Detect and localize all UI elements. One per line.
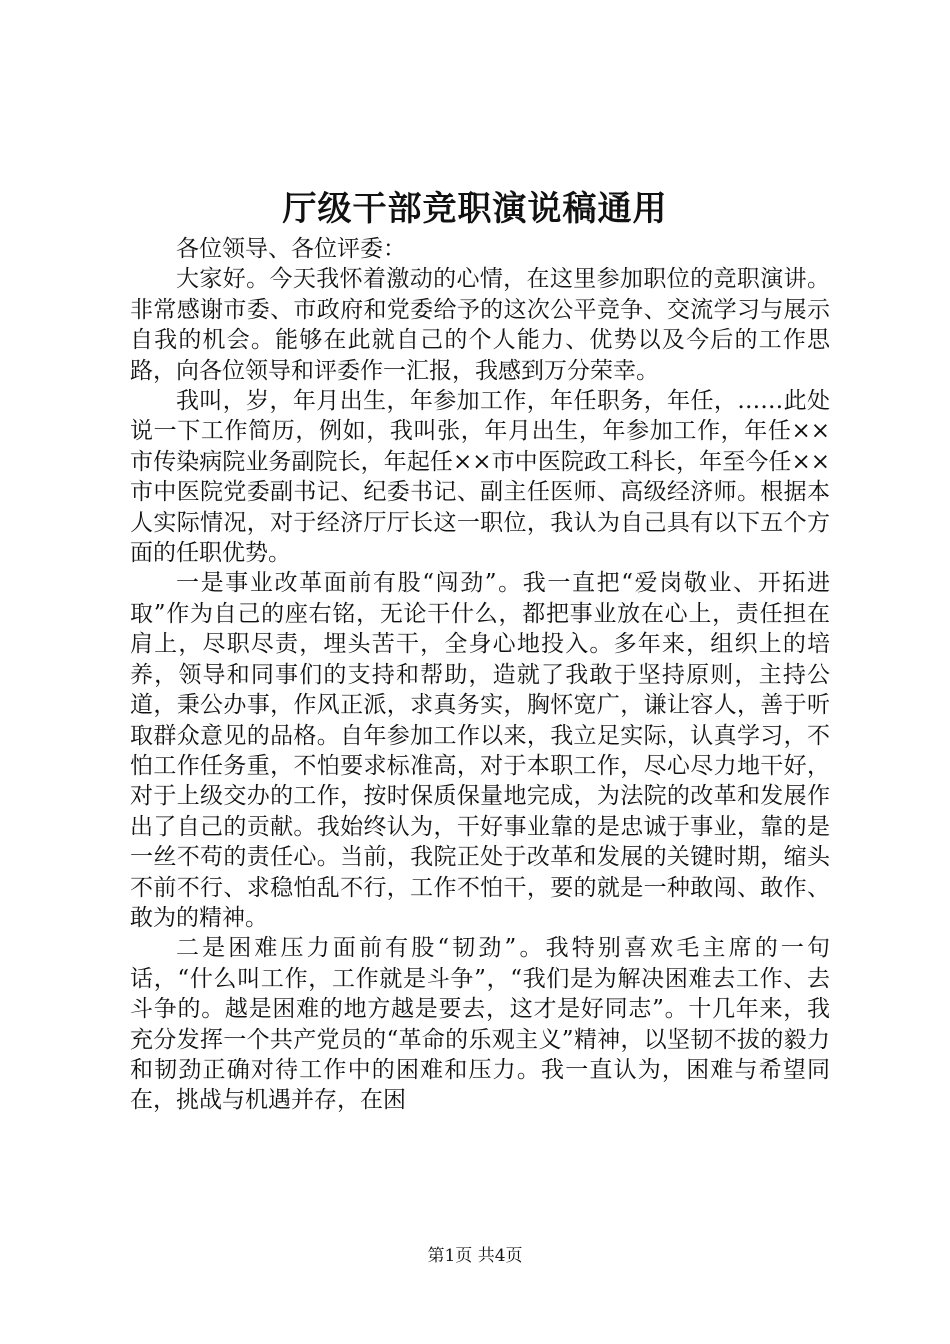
- paragraph-greeting: 各位领导、各位评委：: [176, 236, 406, 262]
- document-body: [130, 234, 830, 1116]
- paragraph-point-two: 二是困难压力面前有股“韧劲”。我特别喜欢毛主席的一句话，“什么叫工作，工作就是斗争”，“我们是为解决困难去工作、去斗争的。越是困难的地方越是要去，这才是好同志”。十几年来，我充分发挥一个共产党员的“革命的乐观主义”精神，以坚韧不拔的毅力和韧劲正确对待工作中的困难和压力。我一直认为，困难与希望同在，挑战与机遇并存，在困: [130, 935, 830, 1114]
- paragraph-resume: 我叫，岁，年月出生，年参加工作，年任职务，年任，……此处说一下工作简历，例如，我叫张，年月出生，年参加工作，年任××市传染病院业务副院长，年起任××市中医院政工科长，年至今任××市中医院党委副书记、纪委书记、副主任医师、高级经济师。根据本人实际情况，对于经济厅厅长这一职位，我认为自己具有以下五个方面的任职优势。: [130, 388, 830, 567]
- page-number-footer: 第1页 共4页: [427, 1246, 523, 1266]
- paragraph-point-one: 一是事业改革面前有股“闯劲”。我一直把“爱岗敬业、开拓进取”作为自己的座右铭，无论干什么，都把事业放在心上，责任担在肩上，尽职尽责，埋头苦干，全身心地投入。多年来，组织上的培养，领导和同事们的支持和帮助，造就了我敢于坚持原则，主持公道，秉公办事，作风正派，求真务实，胸怀宽广，谦让容人，善于听取群众意见的品格。自年参加工作以来，我立足实际，认真学习，不怕工作任务重，不怕要求标准高，对于本职工作，尽心尽力地干好，对于上级交办的工作，按时保质保量地完成，为法院的改革和发展作出了自己的贡献。我始终认为，干好事业靠的是忠诚于事业，靠的是一丝不苟的责任心。当前，我院正处于改革和发展的关键时期，缩头不前不行、求稳怕乱不行，工作不怕干，要的就是一种敢闯、敢作、敢为的精神。: [130, 570, 830, 931]
- paragraph-opening: 大家好。今天我怀着激动的心情，在这里参加职位的竞职演讲。非常感谢市委、市政府和党委给予的这次公平竞争、交流学习与展示自我的机会。能够在此就自己的个人能力、优势以及今后的工作思路，向各位领导和评委作一汇报，我感到万分荣幸。: [130, 266, 830, 384]
- document-title: 厅级干部竞职演说稿通用: [282, 189, 668, 229]
